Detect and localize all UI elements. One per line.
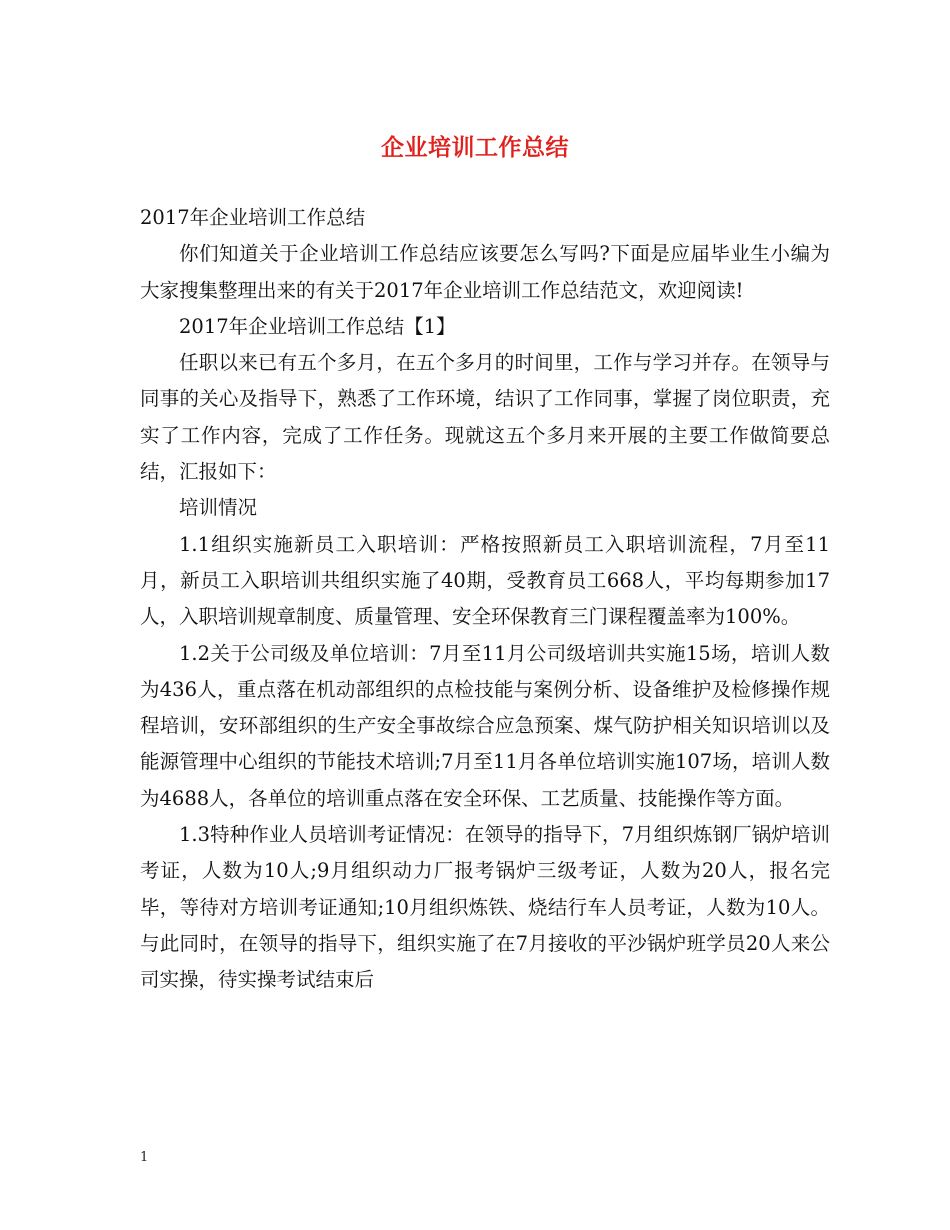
paragraph-intro: 你们知道关于企业培训工作总结应该要怎么写吗?下面是应届毕业生小编为大家搜集整理出来的有关于2017年企业培训工作总结范文，欢迎阅读! [140, 242, 830, 302]
paragraph-subtitle: 2017年企业培训工作总结 [140, 206, 366, 229]
paragraph-training-heading: 培训情况 [179, 496, 258, 520]
paragraph-overview: 任职以来已有五个多月，在五个多月的时间里，工作与学习并存。在领导与同事的关心及指导下，熟悉了工作环境，结识了工作同事，掌握了岗位职责，充实了工作内容，完成了工作任务。现就这五个多月来开展的主要工作做简要总结，汇报如下： [140, 351, 830, 484]
document-body [140, 200, 830, 999]
page-number: 1 [140, 1150, 149, 1165]
paragraph-item-1-3: 1.3特种作业人员培训考证情况：在领导的指导下，7月组织炼钢厂锅炉培训考证，人数为10人;9月组织动力厂报考锅炉三级考证，人数为20人，报名完毕，等待对方培训考证通知;10月组织炼铁、烧结行车人员考证，人数为10人。与此同时，在领导的指导下，组织实施了在7月接收的平沙锅炉班学员20人来公司实操，待实操考试结束后 [140, 823, 830, 992]
paragraph-item-1-1: 1.1组织实施新员工入职培训：严格按照新员工入职培训流程，7月至11月，新员工入职培训共组织实施了40期，受教育员工668人，平均每期参加17人，入职培训规章制度、质量管理、安全环保教育三门课程覆盖率为100%。 [140, 532, 830, 629]
paragraph-item-1-2: 1.2关于公司级及单位培训：7月至11月公司级培训共实施15场，培训人数为436人，重点落在机动部组织的点检技能与案例分析、设备维护及检修操作规程培训，安环部组织的生产安全事故综合应急预案、煤气防护相关知识培训以及能源管理中心组织的节能技术培训;7月至11月各单位培训实施107场，培训人数为4688人，各单位的培训重点落在安全环保、工艺质量、技能操作等方面。 [140, 641, 830, 810]
document-title: 企业培训工作总结 [381, 134, 569, 161]
paragraph-section-heading: 2017年企业培训工作总结【1】 [179, 314, 456, 338]
